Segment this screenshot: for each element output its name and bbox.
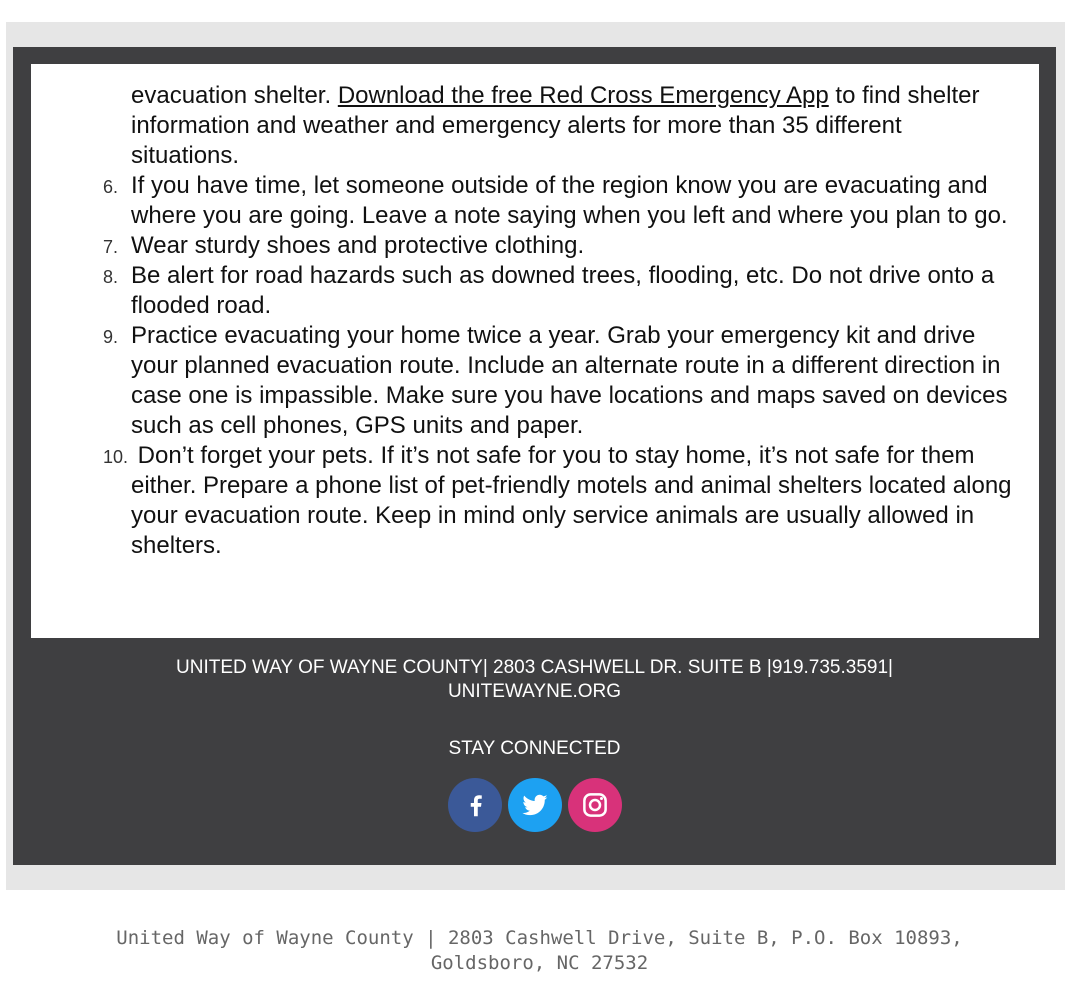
page-footer-line: Goldsboro, NC 27532: [430, 952, 649, 974]
tip-number: 8.: [103, 267, 119, 287]
tip-item: [103, 321, 1016, 441]
continuation-text-before: evacuation shelter.: [131, 82, 338, 109]
page-footer: [0, 926, 1079, 976]
tip-number: 7.: [103, 237, 119, 257]
tip-number: 10.: [103, 447, 129, 467]
tip-number: 6.: [103, 177, 119, 197]
tip-item: [103, 441, 1016, 561]
facebook-button[interactable]: [448, 778, 502, 832]
twitter-icon: [520, 790, 550, 820]
evacuation-tips: [103, 81, 1016, 561]
social-links: [448, 778, 622, 832]
red-cross-app-link[interactable]: Download the free Red Cross Emergency App: [337, 82, 829, 109]
instagram-icon: [580, 790, 610, 820]
tip-text: If you have time, let someone outside of the region know you are evacuating and where you are going. Leave a note saying when you left and where you plan to go.: [131, 172, 1008, 229]
stay-connected-heading: STAY CONNECTED: [448, 738, 621, 759]
tip-text: Be alert for road hazards such as downed trees, flooding, etc. Do not drive onto a flooded road.: [131, 262, 995, 319]
footer-website-link[interactable]: UNITEWAYNE.ORG: [447, 681, 622, 702]
tip-number: 9.: [103, 327, 119, 347]
twitter-button[interactable]: [508, 778, 562, 832]
continuation-text-after: to find shelter information and weather and emergency alerts for more than 35 different situations.: [131, 82, 980, 169]
footer-address-line: UNITED WAY OF WAYNE COUNTY| 2803 CASHWELL DR. SUITE B |919.735.3591|: [176, 657, 893, 678]
page-footer-line: United Way of Wayne County | 2803 Cashwell Drive, Suite B, P.O. Box 10893,: [116, 927, 963, 949]
tip-text: Don’t forget your pets. If it’s not safe for you to stay home, it’s not safe for them either. Prepare a phone list of pet-friendly motels and animal shelters located along your evacuation route. Keep in mind only service animals are usually allowed in shelters.: [131, 442, 1012, 559]
facebook-icon: [460, 790, 490, 820]
tip-text: Practice evacuating your home twice a year. Grab your emergency kit and drive your planned evacuation route. Include an alternate route in a different direction in case one is impassible. Make sure you have locations and maps saved on devices such as cell phones, GPS units and paper.: [131, 322, 1008, 439]
tip-item: [103, 261, 1016, 321]
instagram-button[interactable]: [568, 778, 622, 832]
continuation-paragraph: [131, 81, 1016, 171]
tip-item: [103, 171, 1016, 231]
footer-address: [13, 656, 1056, 704]
tip-text: Wear sturdy shoes and protective clothing.: [131, 232, 585, 259]
tip-item: [103, 231, 1016, 261]
